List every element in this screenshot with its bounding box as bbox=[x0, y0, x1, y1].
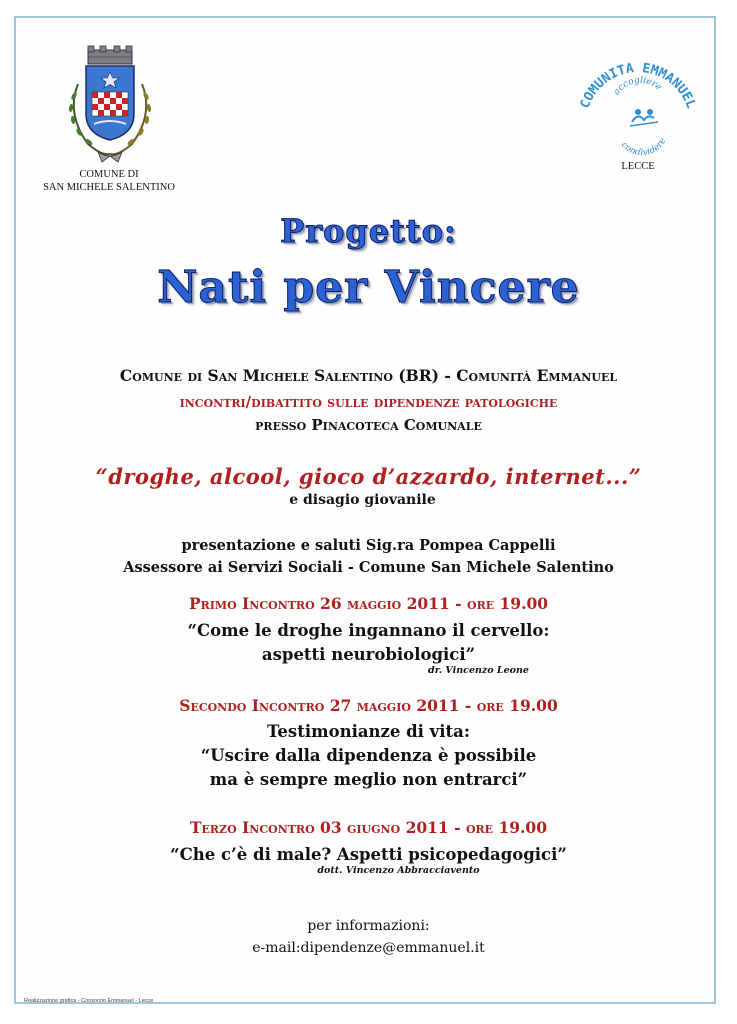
lecce-caption: LECCE bbox=[621, 161, 655, 172]
comune-caption bbox=[22, 168, 196, 194]
meeting-3-heading: Terzo Incontro 03 giugno 2011 - ore 19.00 bbox=[189, 818, 547, 837]
meeting-1-speaker: dr. Vincenzo Leone bbox=[428, 665, 529, 676]
presentation-line-1: presentazione e saluti Sig.ra Pompea Cappelli bbox=[181, 537, 556, 554]
comunita-emmanuel-logo-icon bbox=[576, 62, 700, 158]
meeting-3-speaker: dott. Vincenzo Abbracciavento bbox=[317, 865, 480, 876]
topics-quote-tail: e disagio giovanile bbox=[289, 492, 436, 508]
organizers-line: Comune di San Michele Salentino (BR) - Comunità Emmanuel bbox=[119, 366, 618, 385]
meeting-2-title-line-3: ma è sempre meglio non entrarci” bbox=[209, 770, 528, 789]
meeting-2-title-line-1: Testimonianze di vita: bbox=[267, 722, 470, 741]
comune-caption-line1: COMUNE DI bbox=[79, 169, 139, 180]
subject-line: incontri/dibattito sulle dipendenze patologiche bbox=[179, 393, 558, 411]
municipal-coat-of-arms-icon bbox=[58, 44, 162, 166]
venue-line: presso Pinacoteca Comunale bbox=[255, 416, 482, 434]
info-label: per informazioni: bbox=[307, 918, 430, 934]
meeting-2-heading: Secondo Incontro 27 maggio 2011 - ore 19.00 bbox=[179, 696, 558, 715]
svg-text:condividere bbox=[619, 136, 669, 158]
project-title: Nati per Vincere bbox=[157, 262, 580, 313]
contact-email[interactable]: e-mail:dipendenze@emmanuel.it bbox=[252, 940, 485, 956]
meeting-1-heading: Primo Incontro 26 maggio 2011 - ore 19.00 bbox=[188, 594, 549, 613]
svg-text:COMUNITÀ EMMANUEL bbox=[578, 62, 699, 111]
project-label: Progetto: bbox=[280, 212, 457, 250]
meeting-1-title-line-1: “Come le droghe ingannano il cervello: bbox=[187, 621, 550, 640]
logo-arc-text: COMUNITÀ EMMANUEL bbox=[577, 62, 699, 111]
meeting-2-title-line-2: “Uscire dalla dipendenza è possibile bbox=[200, 746, 537, 765]
comune-caption-line2: SAN MICHELE SALENTINO bbox=[43, 182, 175, 193]
meeting-1-title-line-2: aspetti neurobiologici” bbox=[261, 645, 476, 664]
logo-inner-text-2: condividere bbox=[618, 136, 669, 158]
topics-quote: “droghe, alcool, gioco d’azzardo, internet...” bbox=[95, 464, 642, 489]
meeting-3-title-line-1: “Che c’è di male? Aspetti psicopedagogici” bbox=[170, 845, 567, 864]
graphic-credit: Realizzazione grafica - Consorzio Emmanuel - Lecce bbox=[24, 998, 154, 1004]
logo-inner-text-1: accogliere bbox=[611, 75, 664, 98]
presentation-line-2: Assessore ai Servizi Sociali - Comune San Michele Salentino bbox=[123, 559, 614, 576]
